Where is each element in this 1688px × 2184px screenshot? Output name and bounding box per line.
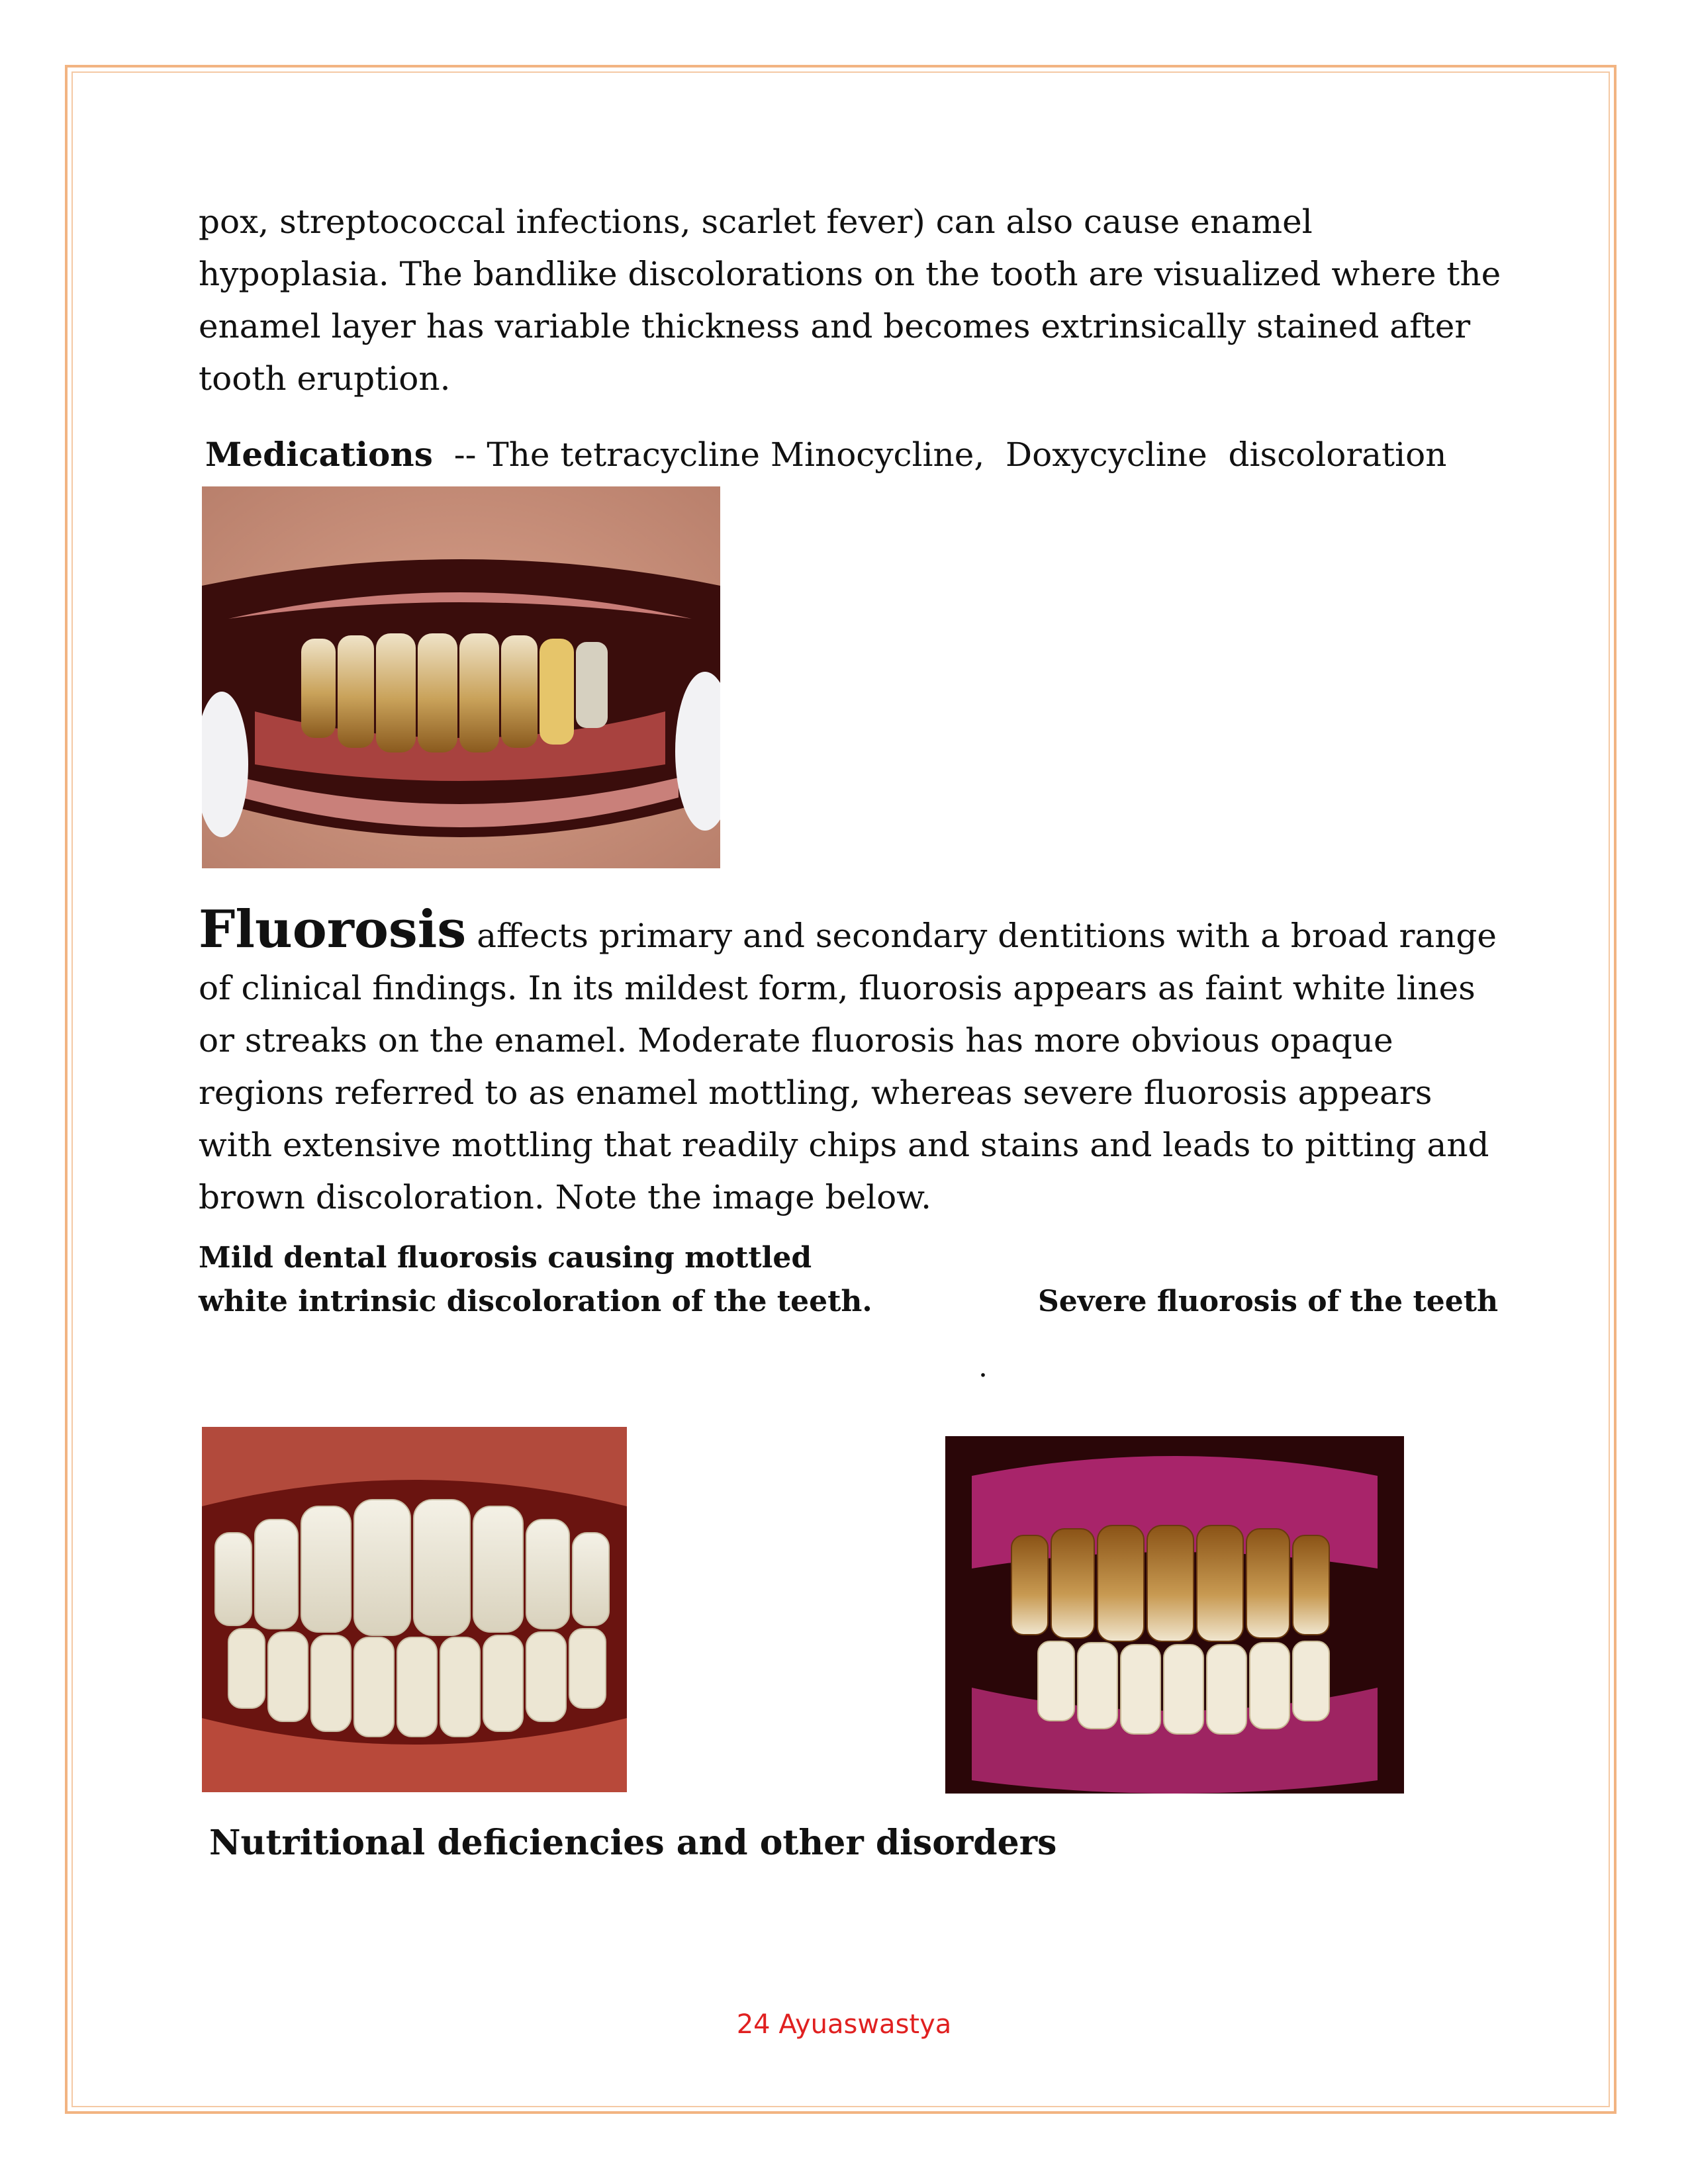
medications-text: -- The tetracycline Minocycline, Doxycycline discoloration — [432, 435, 1447, 474]
mild-caption-line1: Mild dental fluorosis causing mottled — [199, 1241, 812, 1275]
intro-paragraph: pox, streptococcal infections, scarlet fever) can also cause enamel hypoplasia. The bandlike discolorations on the tooth are visualized where the enamel layer has variable thickness and becomes extrinsically stained after tooth eruption. — [199, 203, 1501, 398]
fluorosis-text: affects primary and secondary dentitions with a broad range of clinical findings. In its mildest form, fluorosis appears as faint white lines or streaks on the enamel. Moderate fluorosis has more obvious opaque regions referred to as enamel mottling, whereas severe fluorosis appears with extensive mottling that readily chips and stains and leads to pitting and brown discoloration. Note the image below. — [199, 917, 1497, 1216]
fluorosis-paragraph — [199, 899, 1509, 1224]
page-footer: 24 Ayuaswastya — [736, 2009, 952, 2040]
mild-fluorosis-caption — [199, 1236, 872, 1324]
fluorosis-term: Fluorosis — [199, 899, 467, 960]
medications-label: Medications — [205, 435, 433, 474]
tetracycline-discoloration-photo — [202, 486, 720, 868]
stray-dot: . — [978, 1350, 988, 1384]
medications-line — [205, 432, 1446, 478]
mild-caption-line2: white intrinsic discoloration of the teeth. — [199, 1285, 872, 1318]
mild-fluorosis-photo — [202, 1427, 627, 1792]
severe-fluorosis-caption: Severe fluorosis of the teeth — [1038, 1285, 1499, 1318]
severe-fluorosis-photo — [945, 1436, 1404, 1794]
section-heading: Nutritional deficiencies and other disorders — [209, 1823, 1057, 1863]
